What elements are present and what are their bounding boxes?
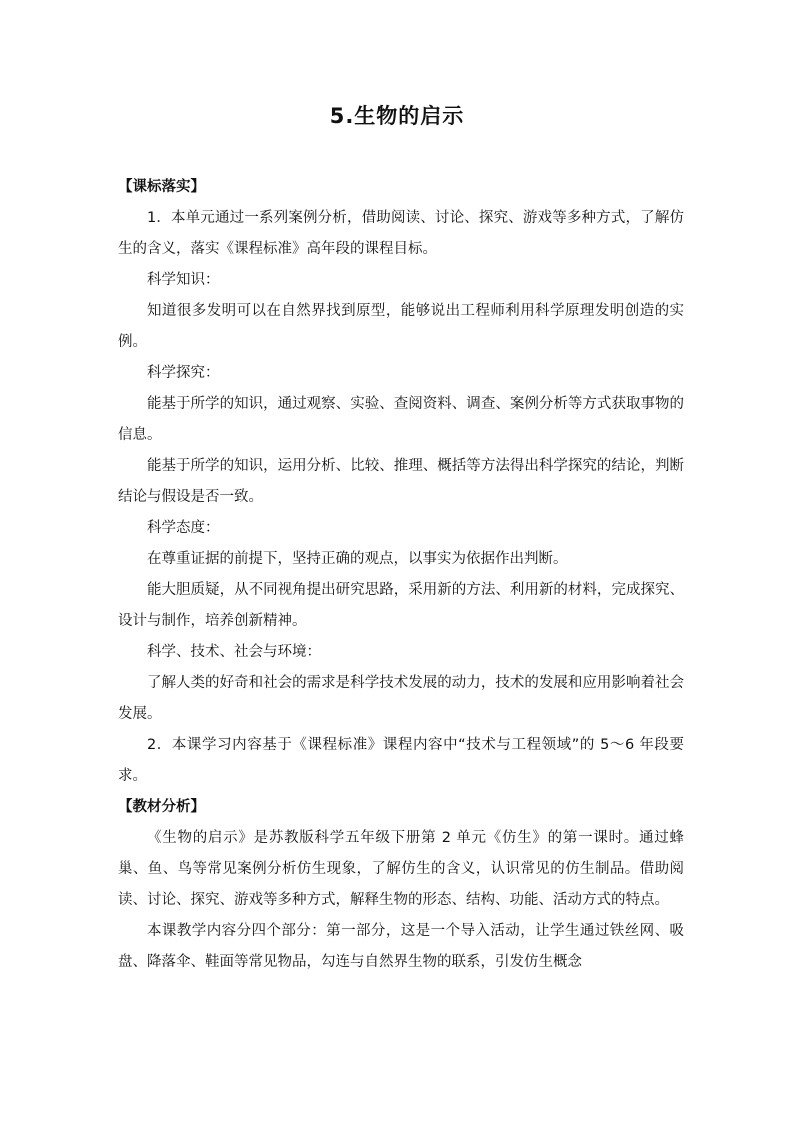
- page-title: 5.生物的启示: [329, 104, 465, 128]
- paragraph: 知道很多发明可以在自然界找到原型，能够说出工程师利用科学原理发明创造的实例。: [118, 303, 684, 350]
- section-heading: 【教材分析】: [118, 799, 205, 815]
- paragraph: 2．本课学习内容基于《课程标准》课程内容中“技术与工程领域”的 5～6 年段要求。: [118, 737, 684, 784]
- section-heading: 【课标落实】: [118, 179, 205, 195]
- paragraph: 能基于所学的知识，运用分析、比较、推理、概括等方法得出科学探究的结论，判断结论与假设是否一致。: [118, 458, 684, 505]
- subheading-attitude: 科学态度：: [147, 520, 220, 536]
- subheading-stse: 科学、技术、社会与环境：: [147, 644, 321, 660]
- paragraph: 能基于所学的知识，通过观察、实验、查阅资料、调查、案例分析等方式获取事物的信息。: [118, 396, 684, 443]
- paragraph: 本课教学内容分四个部分：第一部分，这是一个导入活动，让学生通过铁丝网、吸盘、降落伞、鞋面等常见物品，勾连与自然界生物的联系，引发仿生概念: [118, 923, 684, 970]
- paragraph: 能大胆质疑，从不同视角提出研究思路，采用新的方法、利用新的材料，完成探究、设计与制作，培养创新精神。: [118, 582, 684, 629]
- subheading-inquiry: 科学探究：: [147, 365, 220, 381]
- document-body: [118, 172, 684, 978]
- subheading-knowledge: 科学知识：: [147, 272, 220, 288]
- paragraph: 在尊重证据的前提下，坚持正确的观点，以事实为依据作出判断。: [147, 551, 568, 567]
- paragraph: 了解人类的好奇和社会的需求是科学技术发展的动力，技术的发展和应用影响着社会发展。: [118, 675, 684, 722]
- paragraph: 1．本单元通过一系列案例分析，借助阅读、讨论、探究、游戏等多种方式，了解仿生的含义，落实《课程标准》高年段的课程目标。: [118, 210, 684, 257]
- paragraph: 《生物的启示》是苏教版科学五年级下册第 2 单元《仿生》的第一课时。通过蜂巢、鱼、鸟等常见案例分析仿生现象，了解仿生的含义，认识常见的仿生制品。借助阅读、讨论、探究、游戏等多种方式，解释生物的形态、结构、功能、活动方式的特点。: [118, 830, 684, 908]
